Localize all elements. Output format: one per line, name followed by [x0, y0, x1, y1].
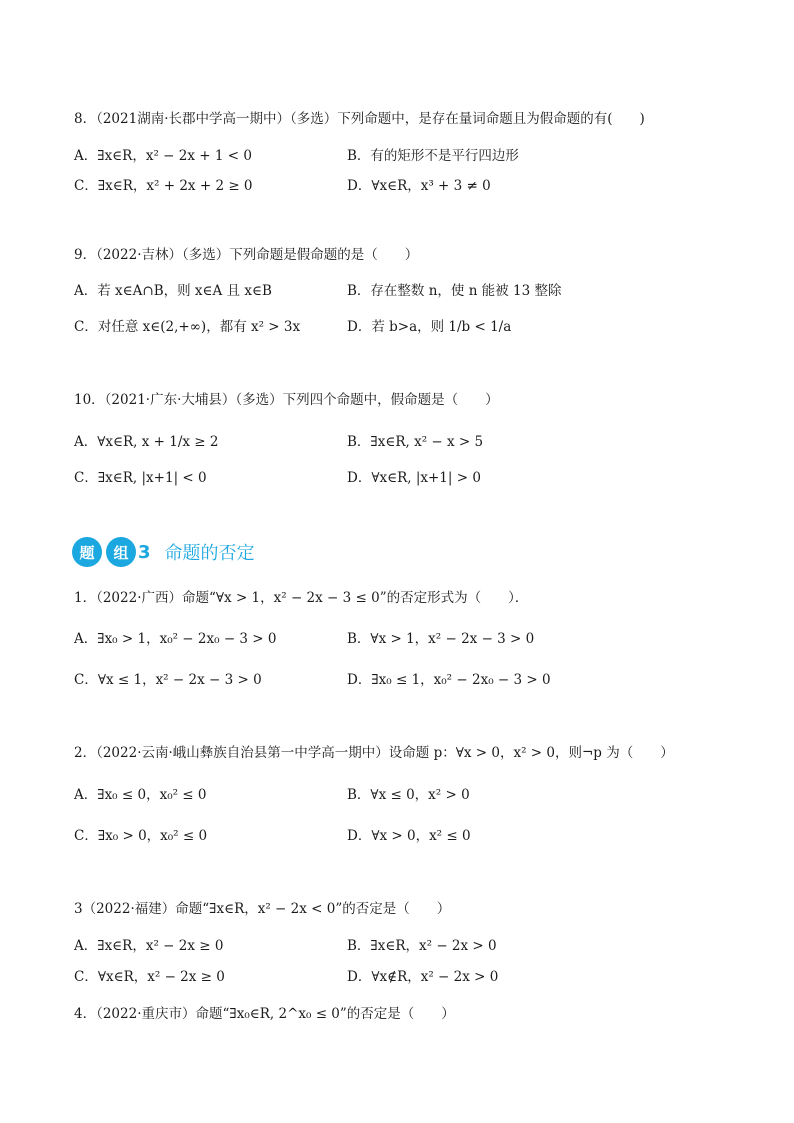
section-badge-ti: 题: [72, 537, 102, 567]
question-g3-2-option-a: A．∃x₀ ≤ 0，x₀² ≤ 0: [74, 787, 207, 803]
question-g3-4-stem: 4．（2022·重庆市）命题“∃x₀∈R, 2^x₀ ≤ 0”的否定是（ ）: [74, 1006, 455, 1022]
question-8-option-b: B．有的矩形不是平行四边形: [347, 148, 519, 164]
question-9-option-a: A．若 x∈A∩B，则 x∈A 且 x∈B: [74, 283, 272, 299]
question-g3-1-option-d: D．∃x₀ ≤ 1，x₀² − 2x₀ − 3 > 0: [347, 672, 551, 688]
section-title: 命题的否定: [164, 543, 255, 564]
question-g3-3-option-a: A．∃x∈R，x² − 2x ≥ 0: [74, 938, 224, 954]
question-8-option-d: D．∀x∈R，x³ + 3 ≠ 0: [347, 178, 491, 194]
question-g3-3-option-c: C．∀x∈R，x² − 2x ≥ 0: [74, 969, 225, 985]
question-8-option-a: A．∃x∈R，x² − 2x + 1 < 0: [74, 148, 252, 164]
question-g3-2-option-b: B．∀x ≤ 0，x² > 0: [347, 787, 470, 803]
question-9-option-b: B．存在整数 n，使 n 能被 13 整除: [347, 283, 562, 299]
section-number: 3: [138, 541, 151, 563]
question-8-stem: 8．（2021湖南·长郡中学高一期中）（多选）下列命题中，是存在量词命题且为假命题的有( ): [74, 111, 645, 127]
question-g3-3-stem: 3（2022·福建）命题“∃x∈R，x² − 2x < 0”的否定是（ ）: [74, 901, 451, 917]
question-g3-1-stem: 1．（2022·广西）命题“∀x > 1，x² − 2x − 3 ≤ 0”的否定形式为（ ）．: [74, 590, 529, 606]
question-9-option-c: C．对任意 x∈(2,+∞)，都有 x² > 3x: [74, 319, 301, 335]
question-10-stem: 10．（2021·广东·大埔县）（多选）下列四个命题中，假命题是（ ）: [74, 392, 499, 408]
question-9-option-d: D．若 b>a，则 1/b < 1/a: [347, 319, 512, 335]
question-g3-1-option-c: C．∀x ≤ 1，x² − 2x − 3 > 0: [74, 672, 262, 688]
question-g3-2-option-d: D．∀x > 0，x² ≤ 0: [347, 828, 471, 844]
question-10-option-d: D．∀x∈R, |x+1| > 0: [347, 470, 481, 486]
question-10-option-b: B．∃x∈R, x² − x > 5: [347, 434, 484, 450]
question-g3-1-option-b: B．∀x > 1，x² − 2x − 3 > 0: [347, 631, 535, 647]
question-g3-1-option-a: A．∃x₀ > 1，x₀² − 2x₀ − 3 > 0: [74, 631, 277, 647]
question-g3-2-option-c: C．∃x₀ > 0，x₀² ≤ 0: [74, 828, 208, 844]
question-9-stem: 9．（2022·吉林）（多选）下列命题是假命题的是（ ）: [74, 247, 419, 263]
question-g3-2-stem: 2．（2022·云南·峨山彝族自治县第一中学高一期中）设命题 p：∀x > 0，x² > 0，则¬p 为（ ）: [74, 745, 674, 761]
section-header: [72, 534, 255, 570]
question-g3-3-option-d: D．∀x∉R，x² − 2x > 0: [347, 969, 499, 985]
section-badge-zu: 组: [106, 537, 136, 567]
question-10-option-a: A．∀x∈R, x + 1/x ≥ 2: [74, 434, 219, 450]
question-g3-3-option-b: B．∃x∈R，x² − 2x > 0: [347, 938, 497, 954]
question-8-option-c: C．∃x∈R，x² + 2x + 2 ≥ 0: [74, 178, 253, 194]
question-10-option-c: C．∃x∈R, |x+1| < 0: [74, 470, 207, 486]
